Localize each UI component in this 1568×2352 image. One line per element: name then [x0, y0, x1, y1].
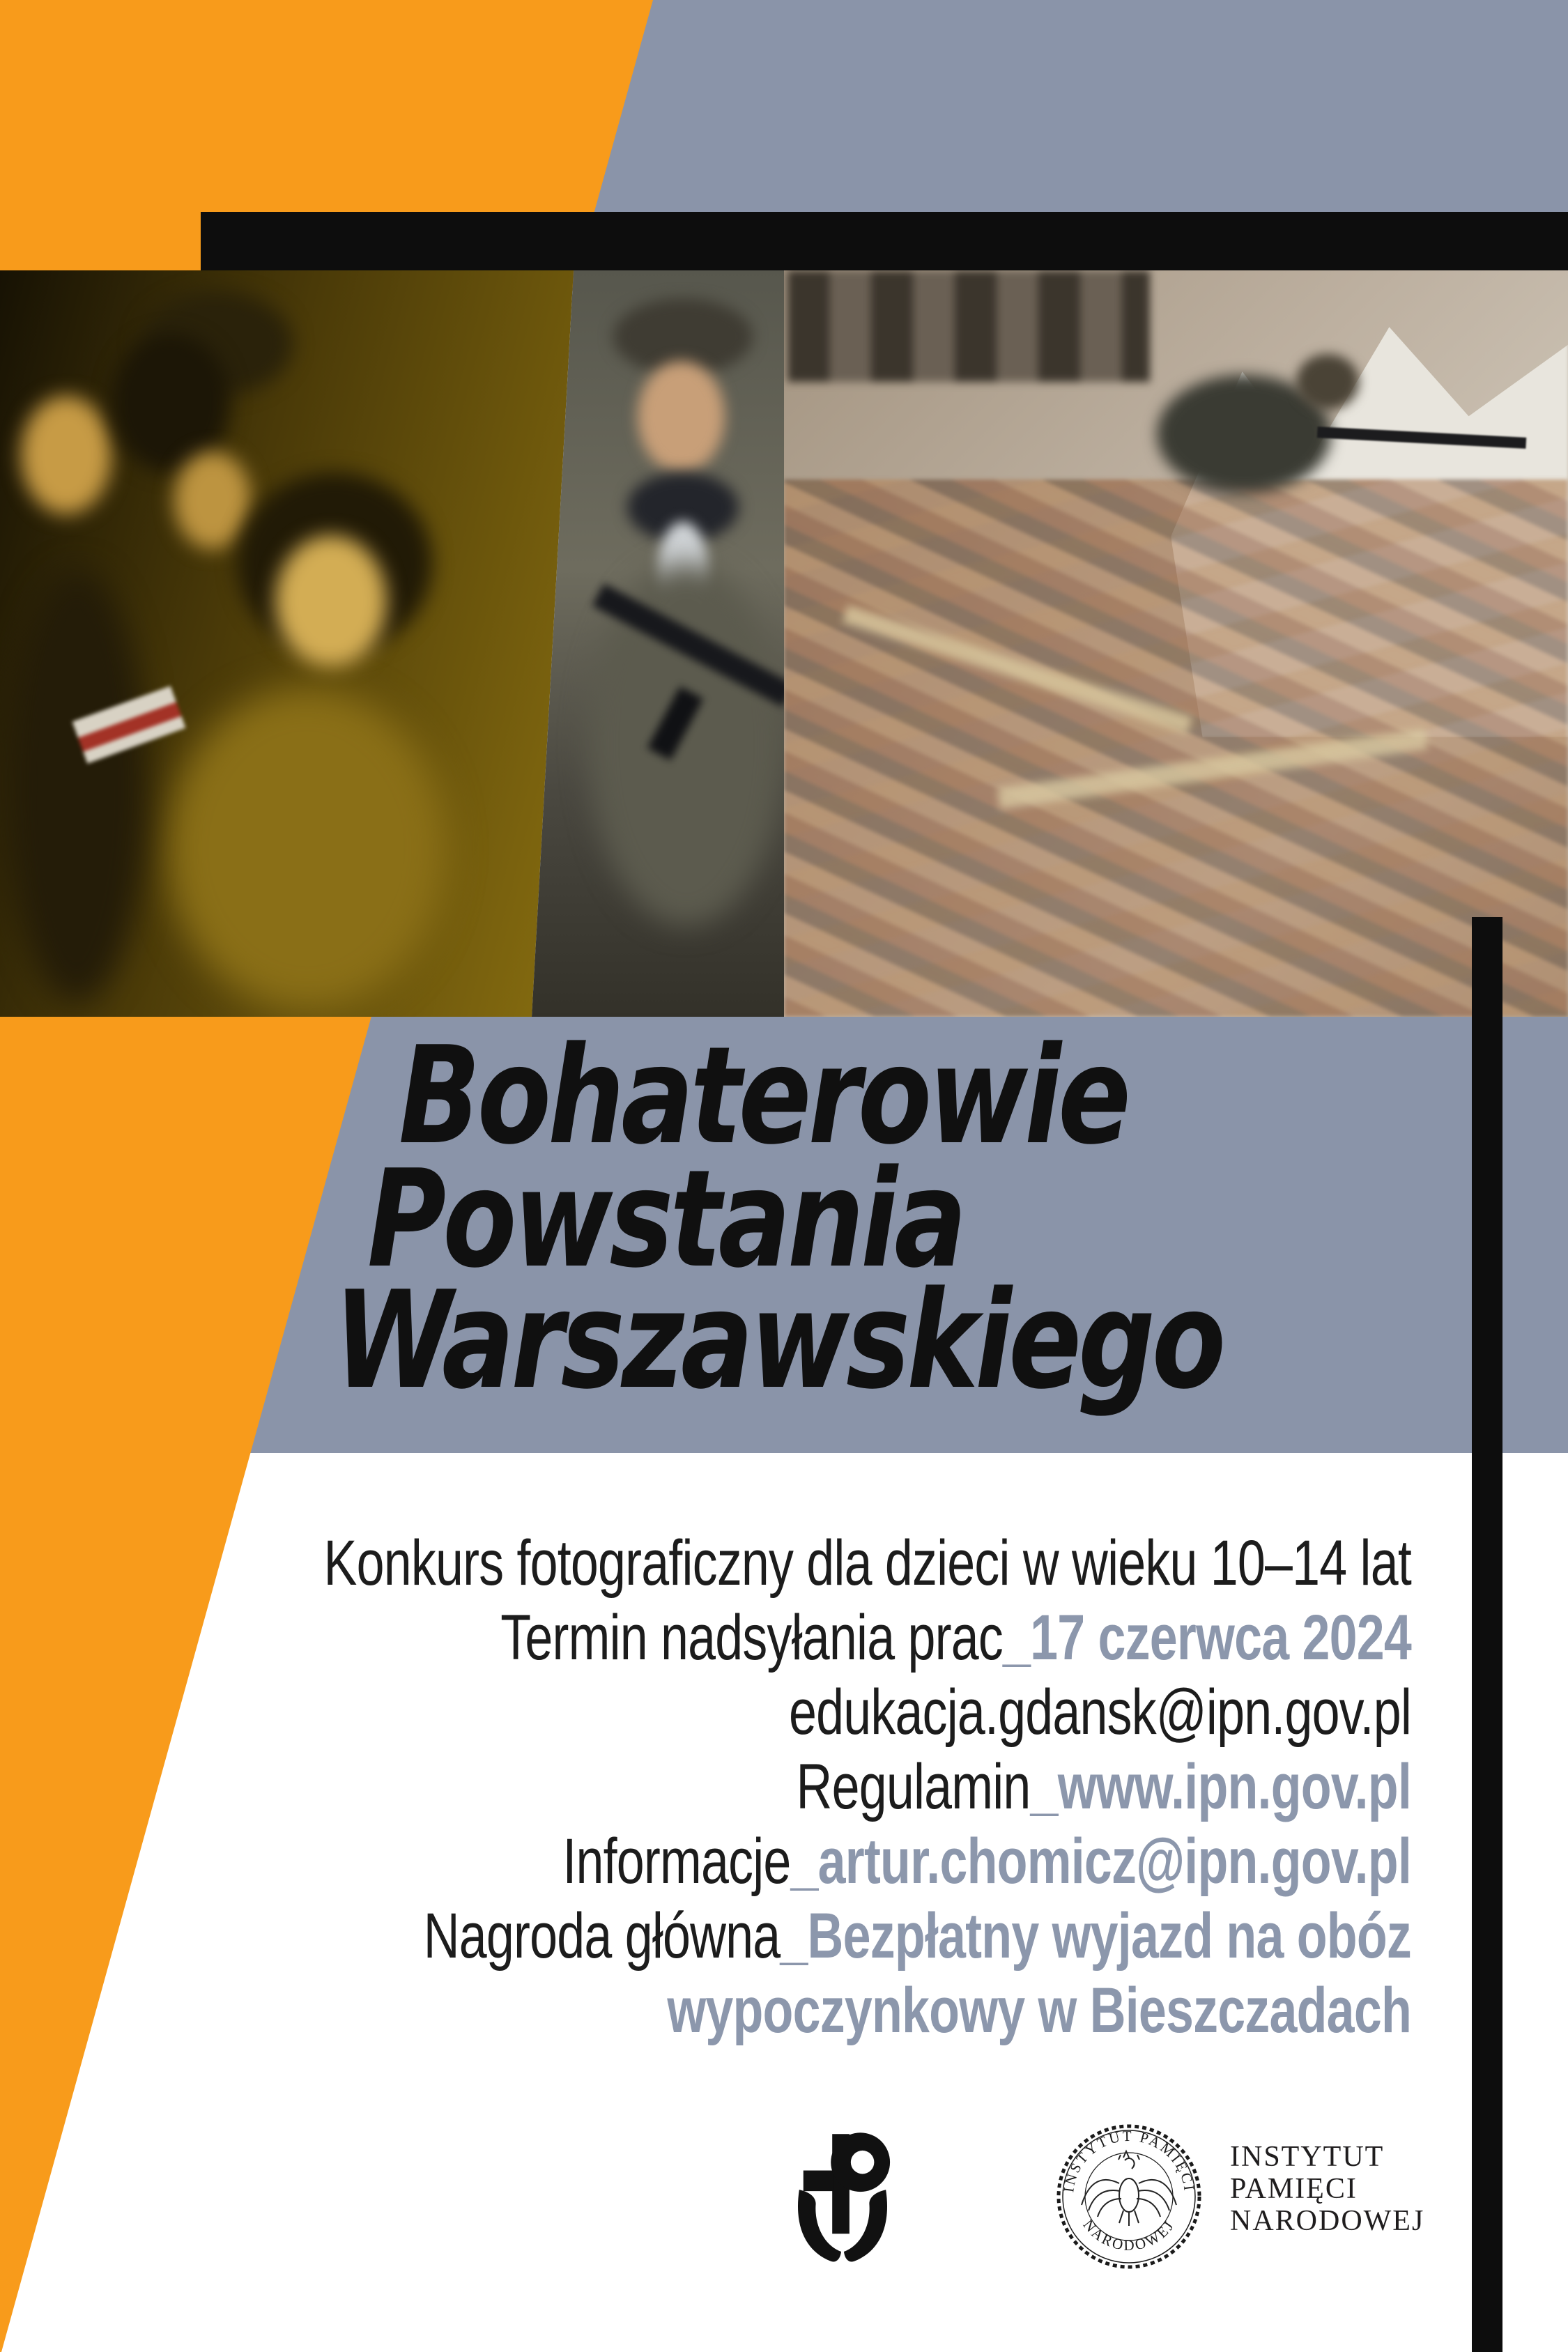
- institute-name-line-3: NARODOWEJ: [1230, 2205, 1425, 2237]
- contest-email-line: edukacja.gdansk@ipn.gov.pl: [788, 1677, 1411, 1748]
- contest-deadline-line: Termin nadsyłania prac_17 czerwca 2024: [500, 1602, 1411, 1673]
- poster-title-line-2: Powstania: [367, 1141, 964, 1298]
- black-header-bar: [201, 212, 1568, 270]
- contest-prize-line-2: wypoczynkowy w Bieszczadach: [667, 1975, 1412, 2046]
- contest-prize-line-1: Nagroda główna_Bezpłatny wyjazd na obóz: [423, 1900, 1411, 1971]
- kotwica-fighting-poland-anchor-icon: [791, 2130, 894, 2265]
- contest-rules-line: Regulamin_www.ipn.gov.pl: [796, 1751, 1411, 1822]
- seal-ring-text-top: INSTYTUT PAMIĘCI: [1060, 2127, 1198, 2194]
- ipn-eagle-seal-icon: [1055, 2123, 1203, 2270]
- photo-collage: [0, 270, 1568, 1017]
- institute-name-line-1: INSTYTUT: [1230, 2141, 1385, 2173]
- poster-title-line-1: Bohaterowie: [399, 1017, 1128, 1174]
- black-vertical-accent-bar: [1472, 917, 1502, 2352]
- seal-eagle-emblem: [1082, 2151, 1176, 2226]
- svg-text:INSTYTUT PAMIĘCI: [1060, 2128, 1198, 2193]
- contest-age-line: Konkurs fotograficzny dla dzieci w wieku 10–14 lat: [323, 1528, 1412, 1599]
- institute-name-line-2: PAMIĘCI: [1230, 2173, 1358, 2205]
- contest-details: [311, 1526, 1412, 2048]
- contest-info-line: Informacje_artur.chomicz@ipn.gov.pl: [562, 1826, 1411, 1897]
- institute-name-block: [1230, 2141, 1523, 2237]
- poster-title-line-3: Warszawskiego: [334, 1262, 1223, 1419]
- seal-ring-text-bottom: NARODOWEJ: [1079, 2216, 1178, 2254]
